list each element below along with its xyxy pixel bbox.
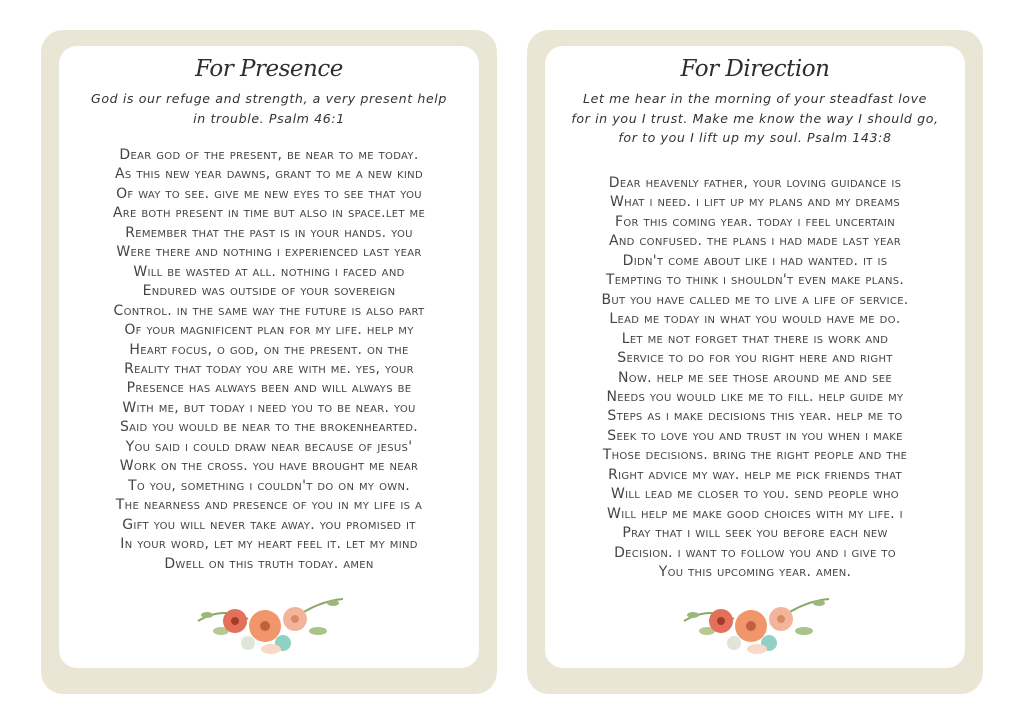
- prayer-line: Gift you will never take away. you promised it: [122, 516, 416, 533]
- card-title: For Presence: [195, 56, 343, 82]
- prayer-line: Are both present in time but also in space.let me: [112, 205, 426, 222]
- prayer-line: Will help me make good choices with my life. i: [607, 505, 903, 522]
- floral-decoration-icon: [679, 591, 834, 661]
- prayer-line: Decision. i want to follow you and i give to: [614, 544, 896, 561]
- prayer-line: Endured was outside of your sovereign: [142, 283, 396, 300]
- prayer-line: The nearness and presence of you in my life is a: [115, 497, 423, 514]
- prayer-line: Heart focus, o god, on the present. on the: [129, 341, 409, 358]
- prayer-line: Will be wasted at all. nothing i faced and: [133, 263, 405, 280]
- prayer-line: To you, something i couldn't do on my own.: [128, 477, 410, 494]
- prayer-line: Tempting to think i shouldn't even make plans.: [605, 272, 905, 289]
- scripture-verse: [545, 89, 965, 148]
- prayer-text: [59, 146, 479, 574]
- prayer-line: Seek to love you and trust in you when i make: [607, 427, 903, 444]
- card-content: [545, 46, 965, 668]
- verse-line: in trouble. Psalm 46:1: [193, 110, 345, 126]
- prayer-line: Reality that today you are with me. yes, your: [124, 360, 414, 377]
- prayer-line: Control. in the same way the future is also part: [113, 302, 425, 319]
- prayer-line: Lead me today in what you would have me do.: [609, 311, 901, 328]
- prayer-line: Were there and nothing i experienced last year: [116, 244, 422, 261]
- prayer-line: Dear heavenly father, your loving guidance is: [608, 175, 902, 191]
- prayer-text: [545, 174, 965, 583]
- prayer-line: You this upcoming year. amen.: [658, 564, 852, 581]
- verse-line: for in you I trust. Make me know the way I should go,: [571, 110, 939, 126]
- verse-line: God is our refuge and strength, a very present help: [90, 91, 448, 106]
- prayer-line: In your word, let my heart feel it. let my mind: [120, 536, 418, 553]
- prayer-line: Those decisions. bring the right people and the: [602, 447, 908, 464]
- prayer-line: Didn't come about like i had wanted. it is: [622, 252, 888, 269]
- card-content: [59, 46, 479, 668]
- prayer-line: Will lead me closer to you. send people who: [611, 486, 899, 503]
- prayer-line: Now. help me see those around me and see: [618, 369, 892, 386]
- prayer-line: Of your magnificent plan for my life. help my: [124, 322, 414, 339]
- prayer-line: And confused. the plans i had made last year: [608, 233, 902, 250]
- prayer-line: With me, but today i need you to be near. you: [122, 399, 416, 416]
- prayer-line: Dwell on this truth today. amen: [164, 555, 374, 572]
- prayer-line: What i need. i lift up my plans and my dreams: [609, 194, 901, 211]
- prayer-line: Pray that i will seek you before each new: [622, 525, 888, 542]
- prayer-line: Right advice my way. help me pick friends that: [608, 466, 902, 483]
- floral-decoration-icon: [193, 591, 348, 661]
- prayer-line: Said you would be near to the brokenhearted.: [119, 419, 419, 436]
- prayer-line: You said i could draw near because of jesus': [125, 438, 413, 455]
- verse-line: Let me hear in the morning of your steadfast love: [583, 91, 927, 106]
- prayer-line: Presence has always been and will always be: [126, 380, 412, 397]
- prayer-card-presence: [41, 30, 497, 694]
- prayer-line: But you have called me to live a life of service.: [601, 291, 909, 308]
- prayer-card-direction: [527, 30, 983, 694]
- prayer-line: Dear god of the present, be near to me today.: [119, 147, 419, 163]
- prayer-line: Of way to see. give me new eyes to see that you: [116, 185, 422, 202]
- scripture-verse: [59, 89, 479, 128]
- card-title: For Direction: [680, 56, 830, 82]
- prayer-line: Steps as i make decisions this year. help me to: [607, 408, 903, 425]
- prayer-line: Work on the cross. you have brought me near: [119, 458, 419, 475]
- prayer-line: Let me not forget that there is work and: [621, 330, 889, 347]
- prayer-line: As this new year dawns, grant to me a new kind: [115, 166, 423, 183]
- prayer-line: For this coming year. today i feel uncertain: [615, 213, 895, 230]
- prayer-line: Needs you would like me to fill. help guide my: [606, 388, 904, 405]
- prayer-line: Service to do for you right here and right: [617, 350, 893, 367]
- prayer-line: Remember that the past is in your hands. you: [125, 224, 413, 241]
- verse-line: for to you I lift up my soul. Psalm 143:8: [618, 130, 892, 145]
